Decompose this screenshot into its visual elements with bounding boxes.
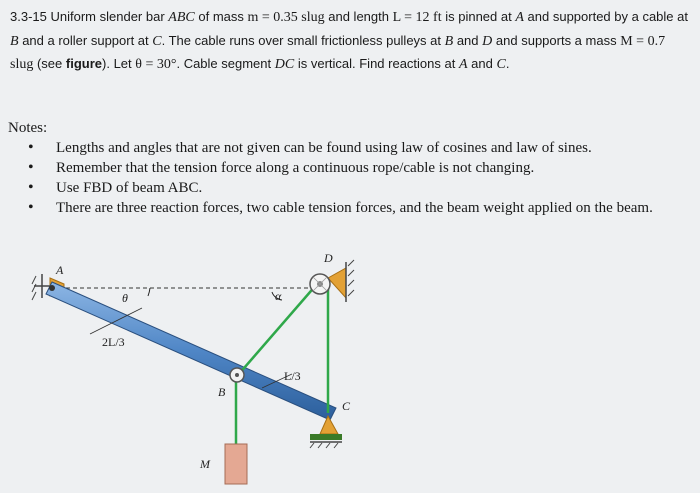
problem-number: 3.3-15 (10, 9, 47, 24)
note-item: • Remember that the tension force along a continuous rope/cable is not changing. (22, 158, 682, 178)
length-value: L = 12 ft (392, 10, 442, 25)
theta-arc (148, 288, 150, 296)
point-a: A (515, 10, 524, 25)
problem-text: is pinned at (445, 9, 512, 24)
segment-dc: DC (274, 57, 295, 72)
pin-a (49, 285, 55, 291)
point-d: D (482, 33, 493, 49)
problem-text: and supports a mass (495, 32, 617, 48)
roller-support-c (310, 416, 342, 448)
problem-text: and supported by a cable at (527, 9, 688, 24)
problem-text: ). Let (102, 56, 132, 71)
point-c: C (152, 33, 162, 49)
figure-reference: figure (65, 56, 103, 71)
note-item: • There are three reaction forces, two cable tension forces, and the beam weight applied on the beam. (22, 198, 682, 218)
label-l3: L/3 (284, 369, 301, 383)
mass-M-value: M = 0.7 slug (10, 33, 666, 72)
notes-list (22, 138, 682, 218)
note-item: • Lengths and angles that are not given can be found using law of cosines and law of sines. (22, 138, 682, 158)
label-theta: θ (122, 291, 128, 305)
problem-text: of mass (198, 9, 244, 24)
problem-text: . The cable runs over small frictionless pulleys at (161, 32, 442, 48)
notes-title: Notes: (8, 120, 48, 136)
label-b: B (218, 385, 226, 399)
bar-name: ABC (168, 10, 195, 25)
mass-m-value: m = 0.35 slug (247, 10, 325, 25)
point-c: C (496, 57, 506, 72)
beam-abc (46, 282, 336, 420)
problem-text: . Cable segment (176, 56, 272, 71)
hanging-mass (225, 444, 247, 484)
problem-statement (10, 6, 690, 77)
label-a: A (56, 263, 64, 277)
mechanics-figure (30, 248, 360, 488)
label-c: C (342, 399, 351, 413)
problem-text: and a roller support at (22, 32, 149, 48)
problem-text: and (471, 56, 493, 71)
label-m: M (200, 457, 210, 471)
problem-text: and (456, 32, 479, 48)
note-item: • Use FBD of beam ABC. (22, 178, 682, 198)
problem-text: is vertical. Find reactions at (297, 56, 456, 71)
pulley-d (310, 260, 354, 302)
point-b: B (444, 33, 454, 49)
problem-text: (see (36, 56, 63, 71)
theta-value: θ = 30° (135, 57, 177, 72)
label-2l3: 2L/3 (102, 335, 125, 349)
problem-text: and length (328, 9, 389, 24)
point-a: A (458, 57, 468, 72)
pulley-b (230, 368, 244, 382)
label-alpha: α (275, 289, 282, 303)
label-d: D (324, 251, 333, 265)
point-b: B (10, 33, 19, 49)
problem-text: Uniform slender bar (50, 9, 165, 24)
problem-text: . (505, 56, 510, 71)
